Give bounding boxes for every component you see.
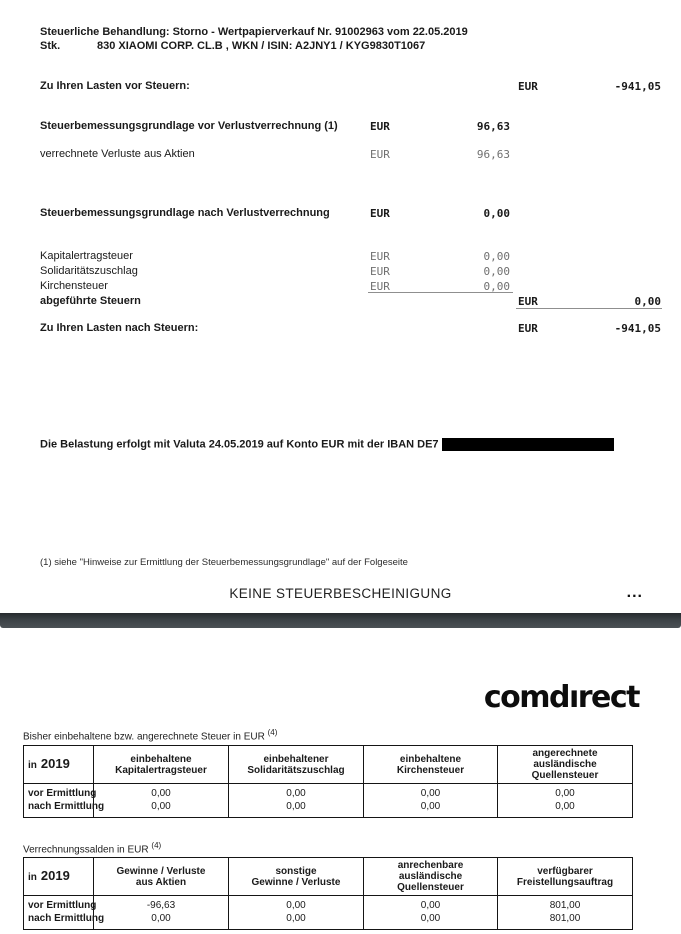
table1-header-kirchensteuer: einbehaltene Kirchensteuer (364, 746, 498, 784)
table2-values-col3: 0,00 0,00 (364, 896, 498, 930)
row-bemessung-nach (0, 207, 681, 221)
row-label: Zu Ihren Lasten vor Steuern: (40, 80, 190, 92)
table2-header-row (24, 858, 633, 896)
row-verrechnete-verluste (0, 148, 681, 162)
currency-code: EUR (370, 250, 390, 263)
table1-values-col3: 0,00 0,00 (364, 784, 498, 818)
table2-caption-text: Verrechnungssalden in EUR (23, 844, 149, 856)
row-kirchensteuer (0, 280, 681, 294)
offset-balances-table (23, 857, 633, 930)
year-value: 2019 (40, 756, 70, 771)
table1-caption (23, 728, 277, 742)
row-lasten-vor-steuern (0, 80, 681, 94)
document-title: Steuerliche Behandlung: Storno - Wertpapierverkauf Nr. 91002963 vom 22.05.2019 (40, 26, 468, 38)
table2-caption-footref: (4) (151, 841, 162, 850)
table1-caption-text: Bisher einbehaltene bzw. angerechnete Steuer in EUR (23, 731, 265, 743)
comdirect-logo: comdırect (483, 680, 639, 715)
row-label: Solidaritätszuschlag (40, 265, 138, 277)
table1-values-col2: 0,00 0,00 (229, 784, 364, 818)
row-label: Zu Ihren Lasten nach Steuern: (40, 322, 199, 334)
withheld-taxes-table (23, 745, 633, 818)
currency-code: EUR (370, 207, 390, 220)
year-value: 2019 (40, 868, 70, 883)
table1-caption-footref: (4) (267, 728, 278, 737)
row-abgefuehrte-steuern (0, 295, 681, 309)
footnote: (1) siehe "Hinweise zur Ermittlung der Steuerbemessungsgrundlage" auf der Folgeseite (40, 557, 408, 568)
amount: 0,00 (483, 250, 510, 263)
ellipsis-dots: ... (626, 584, 643, 601)
currency-code: EUR (370, 148, 390, 161)
table2-values-col2: 0,00 0,00 (229, 896, 364, 930)
table1-header-solidaritaetszuschlag: einbehaltener Solidaritätszuschlag (229, 746, 364, 784)
table2-header-sonstige: sonstige Gewinne / Verluste (229, 858, 364, 896)
amount: 0,00 (483, 265, 510, 278)
row-label: Steuerbemessungsgrundlage vor Verlustverrechnung (1) (40, 120, 338, 132)
row-label: Steuerbemessungsgrundlage nach Verlustverrechnung (40, 207, 330, 219)
currency-code: EUR (518, 80, 538, 93)
subtotal-rule-mid (368, 292, 513, 293)
no-tax-certificate-note: KEINE STEUERBESCHEINIGUNG (229, 586, 452, 601)
table2-values-col4: 801,00 801,00 (498, 896, 633, 930)
table2-header-freistellungsauftrag: verfügbarer Freistellungsauftrag (498, 858, 633, 896)
amount: -941,05 (614, 322, 661, 335)
row-label: Kapitalertragsteuer (40, 250, 133, 262)
table2-values-col1: -96,63 0,00 (94, 896, 229, 930)
amount: -941,05 (614, 80, 661, 93)
table1-header-quellensteuer: angerechnete ausländische Quellensteuer (498, 746, 633, 784)
security-details: 830 XIAOMI CORP. CL.B , WKN / ISIN: A2JNY1 / KYG9830T1067 (97, 40, 426, 52)
table1-year-cell (24, 746, 94, 784)
page-separator-bar (0, 613, 681, 628)
subtotal-rule-right (516, 308, 662, 309)
row-bemessung-vor (0, 120, 681, 134)
table1-header-row (24, 746, 633, 784)
amount: 96,63 (476, 148, 510, 161)
iban-redaction-bar (442, 438, 614, 451)
amount: 0,00 (483, 207, 510, 220)
stk-label: Stk. (40, 40, 61, 52)
security-line (40, 39, 425, 53)
currency-code: EUR (370, 280, 390, 293)
table1-values-col1: 0,00 0,00 (94, 784, 229, 818)
table2-row-labels: vor Ermittlung nach Ermittlung (24, 896, 94, 930)
row-lasten-nach-steuern (0, 322, 681, 336)
currency-code: EUR (370, 265, 390, 278)
table1-body-row (24, 784, 633, 818)
row-label: verrechnete Verluste aus Aktien (40, 148, 195, 160)
currency-code: EUR (370, 120, 390, 133)
table1-row-labels: vor Ermittlung nach Ermittlung (24, 784, 94, 818)
table1-header-kapitalertragsteuer: einbehaltene Kapitalertragsteuer (94, 746, 229, 784)
table2-header-aktien: Gewinne / Verluste aus Aktien (94, 858, 229, 896)
table2-caption (23, 841, 161, 855)
currency-code: EUR (518, 322, 538, 335)
year-prefix: in (28, 760, 37, 771)
table2-header-quellensteuer: anrechenbare ausländische Quellensteuer (364, 858, 498, 896)
currency-code: EUR (518, 295, 538, 308)
row-label: abgeführte Steuern (40, 295, 141, 307)
year-prefix: in (28, 872, 37, 883)
table1-values-col4: 0,00 0,00 (498, 784, 633, 818)
row-label: Kirchensteuer (40, 280, 108, 292)
row-solidaritaetszuschlag (0, 265, 681, 279)
row-kapitalertragsteuer (0, 250, 681, 264)
amount: 96,63 (476, 120, 510, 133)
table2-year-cell (24, 858, 94, 896)
table2-body-row (24, 896, 633, 930)
booking-text: Die Belastung erfolgt mit Valuta 24.05.2019 auf Konto EUR mit der IBAN DE7 (40, 438, 439, 451)
amount: 0,00 (483, 280, 510, 293)
amount: 0,00 (634, 295, 661, 308)
booking-line (40, 438, 614, 451)
